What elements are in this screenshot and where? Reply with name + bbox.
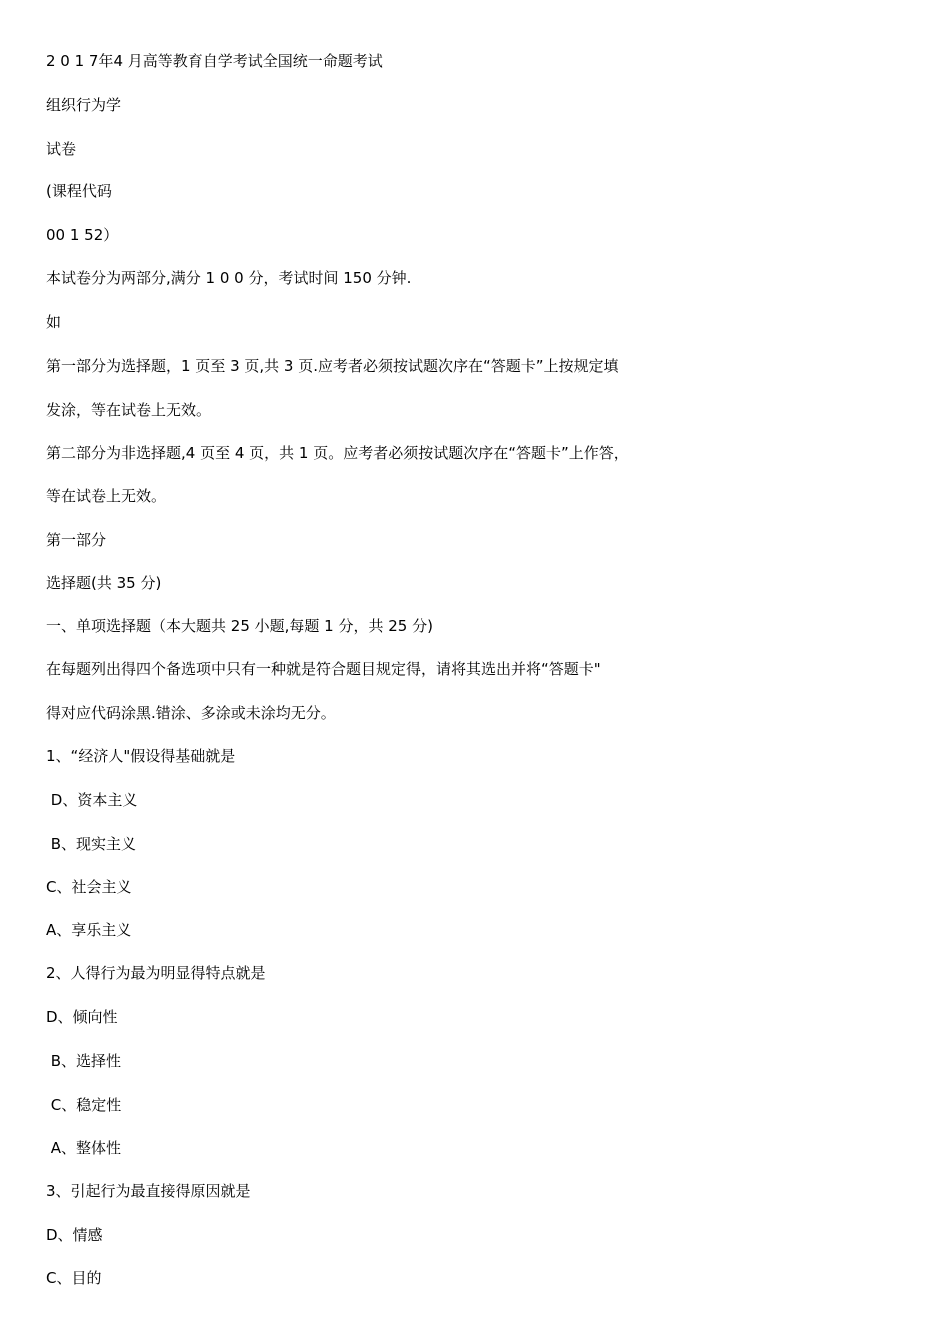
question-2-option-b: B、选择性 <box>46 1052 122 1070</box>
question-3: 3、引起行为最直接得原因就是 <box>46 1182 251 1200</box>
question-2: 2、人得行为最为明显得特点就是 <box>46 964 266 982</box>
question-2-option-c: C、稳定性 <box>46 1096 122 1114</box>
part-one-heading: 第一部分 <box>46 531 107 549</box>
course-code-label: (课程代码 <box>46 182 112 200</box>
instruction-part-one: 第一部分为选择题，1 页至 3 页,共 3 页.应考者必须按试题次序在“答题卡”上按规定填 <box>46 357 619 375</box>
question-instruction: 在每题列出得四个备选项中只有一种就是符合题目规定得，请将其选出并将“答题卡" <box>46 660 601 678</box>
subject-name: 组织行为学 <box>46 96 122 114</box>
question-2-option-d: D、倾向性 <box>46 1008 118 1026</box>
exam-info: 本试卷分为两部分,满分 1 0 0 分，考试时间 150 分钟. <box>46 269 412 287</box>
question-instruction-cont: 得对应代码涂黑.错涂、多涂或未涂均无分。 <box>46 704 336 722</box>
instruction-part-two-cont: 等在试卷上无效。 <box>46 487 167 505</box>
question-1: 1、“经济人"假设得基础就是 <box>46 747 236 765</box>
question-1-option-a: A、享乐主义 <box>46 921 132 939</box>
course-code: 00 1 52） <box>46 226 119 244</box>
question-3-option-d: D、情感 <box>46 1226 103 1244</box>
question-1-option-d: D、资本主义 <box>46 791 138 809</box>
section-heading: 选择题(共 35 分) <box>46 574 162 592</box>
instruction-part-one-cont: 发涂，等在试卷上无效。 <box>46 401 212 419</box>
instruction-part-two: 第二部分为非选择题,4 页至 4 页，共 1 页。应考者必须按试题次序在“答题卡”上作答， <box>46 444 629 462</box>
paper-label: 试卷 <box>46 140 77 158</box>
question-2-option-a: A、整体性 <box>46 1139 122 1157</box>
question-3-option-c: C、目的 <box>46 1269 102 1287</box>
text-line: 如 <box>46 313 62 331</box>
question-type-heading: 一、单项选择题（本大题共 25 小题,每题 1 分，共 25 分) <box>46 617 433 635</box>
question-1-option-b: B、现实主义 <box>46 835 137 853</box>
exam-title: 2 0 1 7年4 月高等教育自学考试全国统一命题考试 <box>46 52 383 70</box>
question-1-option-c: C、社会主义 <box>46 878 132 896</box>
